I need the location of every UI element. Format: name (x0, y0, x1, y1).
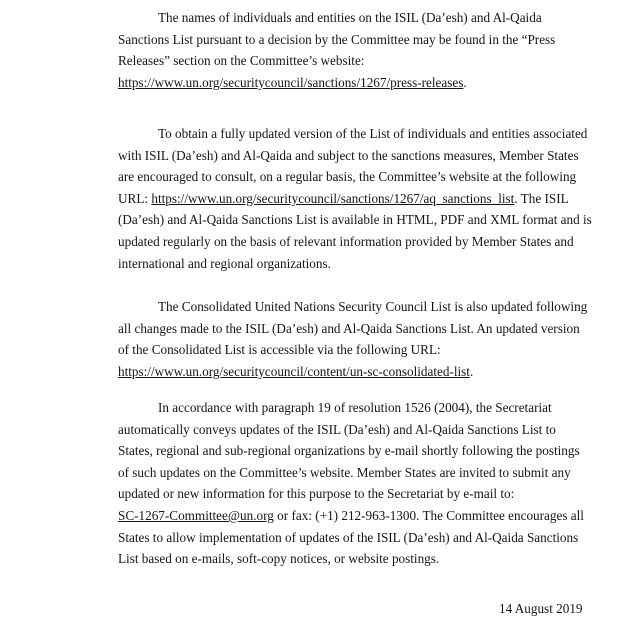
paragraph-consolidated-list (118, 296, 588, 382)
text-line: Sanctions List pursuant to a decision by the Committee may be found in the “Press (118, 31, 556, 47)
text-line: List based on e-mails, soft-copy notices, or website postings. (118, 551, 440, 567)
sanctions-list-link[interactable]: https://www.un.org/securitycouncil/sanctions/1267/aq_sanctions_list (151, 190, 515, 206)
link-prefix: URL: (118, 190, 152, 206)
text-line: are encouraged to consult, on a regular basis, the Committee’s website at the following (118, 169, 577, 185)
text-line: (Da’esh) and Al-Qaida Sanctions List is available in HTML, PDF and XML format and is (118, 212, 592, 228)
link-suffix: . (463, 74, 467, 90)
paragraph-sanctions-list (118, 123, 592, 274)
document-date: 14 August 2019 (499, 601, 583, 616)
text-line: The Consolidated United Nations Security Council List is also updated following (158, 299, 588, 314)
text-line (118, 505, 588, 527)
text-line: States, regional and sub-regional organizations by e-mail shortly following the postings (118, 443, 580, 459)
paragraph-press-releases (118, 7, 588, 93)
text-line (118, 188, 588, 210)
text-line: The names of individuals and entities on the ISIL (Da’esh) and Al-Qaida (158, 10, 542, 25)
text-line: with ISIL (Da’esh) and Al-Qaida and subject to the sanctions measures, Member States (118, 147, 579, 163)
text-line: of the Consolidated List is accessible via the following URL: (118, 342, 441, 358)
text-line (118, 361, 588, 383)
text-line: automatically conveys updates of the ISIL (Da’esh) and Al-Qaida Sanctions List to (118, 421, 556, 437)
link-suffix: . The ISIL (514, 190, 569, 206)
press-releases-link[interactable]: https://www.un.org/securitycouncil/sanctions/1267/press-releases (118, 74, 464, 90)
text-line: States to allow implementation of updates of the ISIL (Da’esh) and Al-Qaida Sanctions (118, 529, 579, 545)
paragraph-secretariat-updates (118, 397, 588, 570)
text-line: updated regularly on the basis of relevant information provided by Member States and (118, 233, 574, 249)
committee-email-link[interactable]: SC-1267-Committee@un.org (118, 507, 274, 523)
text-line: all changes made to the ISIL (Da’esh) and Al-Qaida Sanctions List. An updated version (118, 320, 580, 336)
text-line: updated or new information for this purpose to the Secretariat by e-mail to: (118, 486, 515, 502)
text-line: of such updates on the Committee’s website. Member States are invited to submit any (118, 464, 571, 480)
link-suffix: . (469, 363, 474, 379)
text-line: Releases” section on the Committee’s website: (118, 53, 365, 69)
text-line: To obtain a fully updated version of the List of individuals and entities associated (158, 126, 588, 141)
text-line (118, 72, 588, 94)
consolidated-list-link[interactable]: https://www.un.org/securitycouncil/content/un-sc-consolidated-list (118, 363, 470, 379)
text-line: international and regional organizations. (118, 255, 331, 271)
link-suffix: or fax: (+1) 212-963-1300. The Committee encourages all (273, 507, 584, 523)
text-line: In accordance with paragraph 19 of resolution 1526 (2004), the Secretariat (158, 400, 552, 415)
